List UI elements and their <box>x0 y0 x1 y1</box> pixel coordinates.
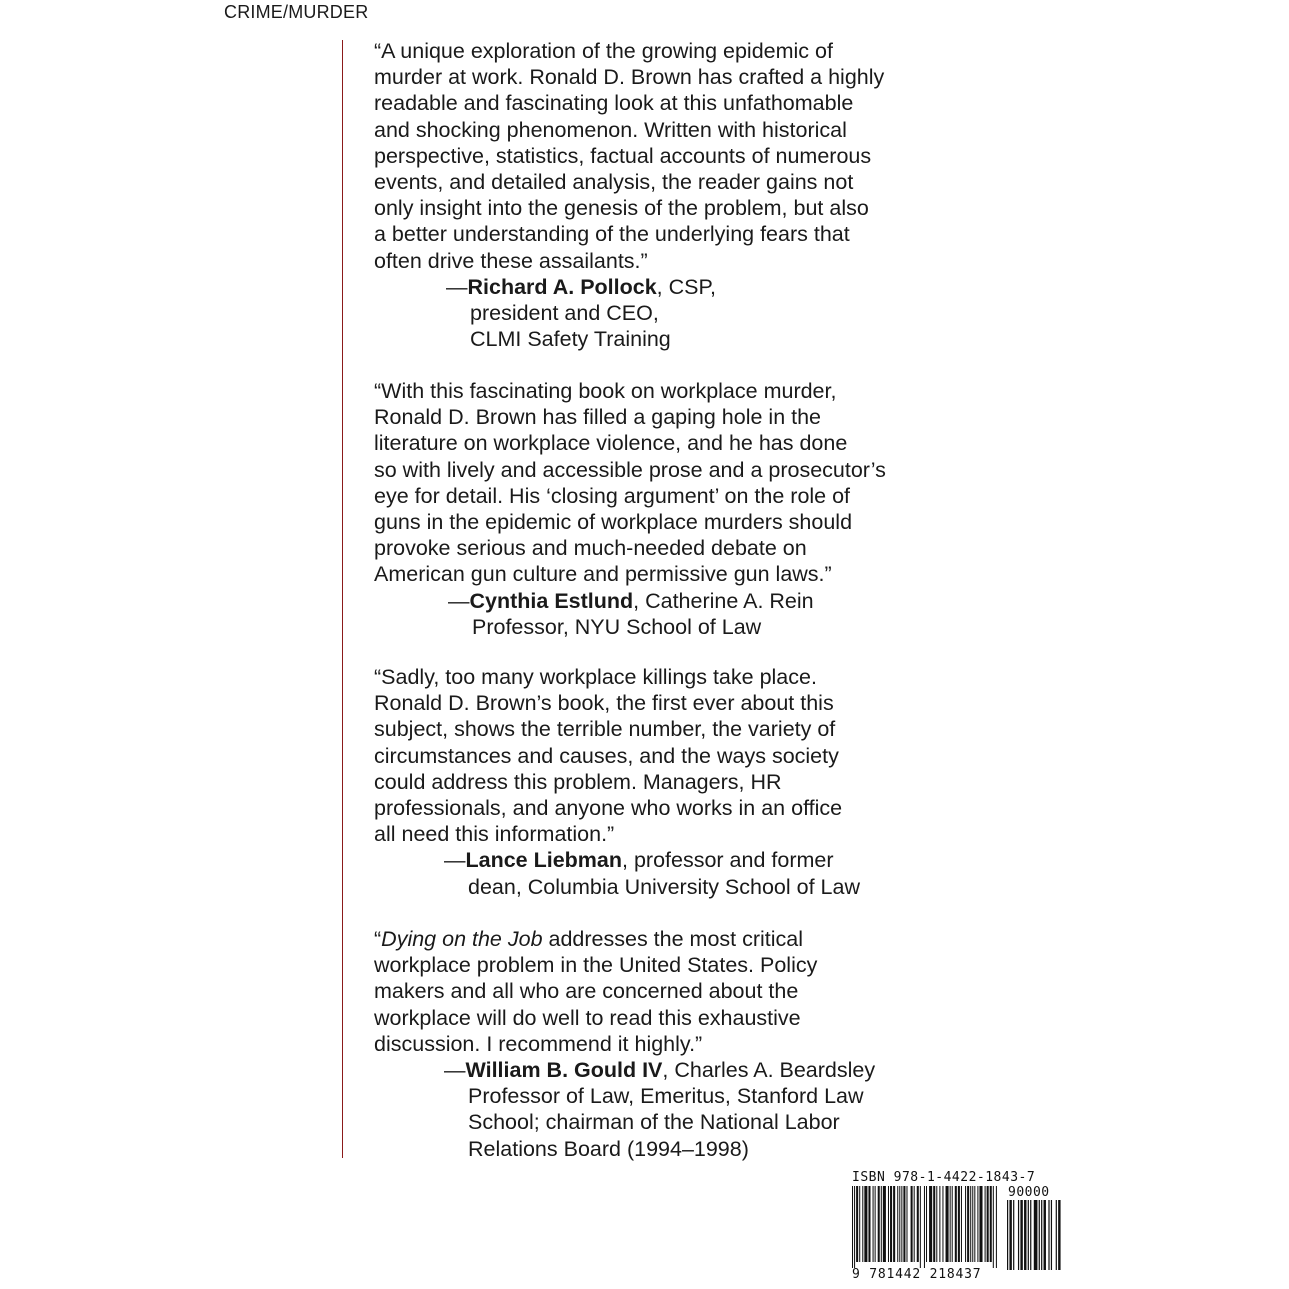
quote-line: so with lively and accessible prose and a prosecutor’s <box>374 457 886 482</box>
barcode-bar <box>926 1186 927 1262</box>
quote-open-mark: “ <box>374 927 382 951</box>
barcode-bar <box>946 1186 949 1262</box>
barcode-bar <box>901 1186 902 1262</box>
barcode-bar <box>924 1186 925 1268</box>
attribution-line: Professor of Law, Emeritus, Stanford Law <box>468 1084 864 1109</box>
book-title: Dying on the Job <box>381 927 543 951</box>
barcode-bar <box>899 1186 900 1262</box>
barcode-bar <box>856 1186 858 1262</box>
quote-line: murder at work. Ronald D. Brown has crafted a highly <box>374 65 885 90</box>
barcode-bar <box>906 1186 907 1262</box>
attribution-dash: — <box>444 848 466 873</box>
quote-first-line <box>374 926 934 952</box>
barcode-bar <box>936 1186 937 1262</box>
quote-line: workplace will do well to read this exhaustive <box>374 1005 801 1030</box>
attribution-first-line <box>444 847 934 873</box>
barcode-bar <box>985 1186 986 1262</box>
quote-line: “With this fascinating book on workplace murder, <box>374 379 837 403</box>
barcode-bar <box>979 1186 982 1262</box>
quote-line: professionals, and anyone who works in an office <box>374 796 843 821</box>
attribution-first-line <box>446 274 934 300</box>
quote-line: eye for detail. His ‘closing argument’ on the role of <box>374 483 851 508</box>
barcode-bar <box>977 1186 978 1262</box>
quote-line: makers and all who are concerned about the <box>374 979 799 1004</box>
quote-line: all need this information.” <box>374 822 615 847</box>
ean-barcode-bars <box>852 1186 1000 1268</box>
barcode-bar <box>955 1186 957 1262</box>
blurb-pollock <box>374 38 934 352</box>
attribution-name: Cynthia Estlund <box>469 588 634 613</box>
barcode-bar <box>1051 1200 1052 1270</box>
quote-text: addresses the most critical <box>542 927 804 951</box>
barcode-bar <box>1030 1200 1031 1270</box>
barcode-bar <box>1044 1200 1046 1270</box>
blurb-liebman <box>374 664 934 900</box>
blurb-quote <box>374 664 934 847</box>
addon-barcode-bars <box>1007 1200 1063 1270</box>
attribution-name: Richard A. Pollock <box>467 274 657 299</box>
attribution-title: , Catherine A. Rein <box>633 588 814 613</box>
quote-line: discussion. I recommend it highly.” <box>374 1031 703 1056</box>
attribution-line: School; chairman of the National Labor <box>468 1110 840 1135</box>
attribution-name: William B. Gould IV <box>465 1058 663 1083</box>
barcode-bar <box>914 1186 915 1262</box>
barcode-bar <box>993 1186 994 1268</box>
barcode-bar <box>911 1186 913 1262</box>
quote-line: often drive these assailants.” <box>374 248 648 273</box>
barcode-bar <box>1041 1200 1042 1270</box>
quote-line: readable and fascinating look at this unfathomable <box>374 91 854 116</box>
attribution-title: , CSP, <box>656 274 717 299</box>
attribution-first-line <box>444 1057 934 1083</box>
attribution-first-line <box>448 588 934 614</box>
barcode-bar <box>875 1186 876 1262</box>
quote-line: circumstances and causes, and the ways society <box>374 743 839 768</box>
attribution-line: Relations Board (1994–1998) <box>468 1136 749 1161</box>
quote-line: only insight into the genesis of the problem, but also <box>374 196 869 221</box>
blurb-gould <box>374 926 934 1162</box>
blurb-quote <box>374 38 934 274</box>
barcode-bar <box>883 1186 886 1262</box>
barcode-bar <box>961 1186 962 1262</box>
blurb-attribution <box>374 1057 934 1162</box>
barcode-bar <box>950 1186 951 1262</box>
quote-line: “Sadly, too many workplace killings take place. <box>374 665 817 689</box>
quote-line: guns in the epidemic of workplace murders should <box>374 510 853 535</box>
barcode-bar <box>970 1186 971 1262</box>
blurb-estlund <box>374 378 934 640</box>
barcode-bar <box>972 1186 973 1262</box>
barcode-bar <box>873 1186 874 1262</box>
barcode-bar <box>920 1186 921 1268</box>
quote-line: subject, shows the terrible number, the variety of <box>374 717 836 742</box>
barcode-bar <box>1024 1200 1026 1270</box>
attribution-line: Professor, NYU School of Law <box>472 614 762 639</box>
barcode-bar <box>881 1186 882 1262</box>
barcode-bar <box>939 1186 940 1262</box>
barcode-bar <box>864 1186 867 1262</box>
blurb-attribution <box>374 847 934 899</box>
attribution-name: Lance Liebman <box>465 848 623 873</box>
quote-line: perspective, statistics, factual accounts of numerous <box>374 143 872 168</box>
barcode-bar <box>859 1186 860 1262</box>
price-code: 90000 <box>1008 1185 1050 1200</box>
category-label: CRIME/MURDER <box>224 2 369 22</box>
barcode-bar <box>888 1186 889 1262</box>
barcode-digits: 9 781442 218437 <box>852 1267 982 1282</box>
blurb-quote <box>374 926 934 1057</box>
barcode-bar <box>893 1186 895 1262</box>
barcode-bar <box>854 1186 855 1268</box>
barcode-bar <box>1009 1200 1011 1270</box>
barcode-bar <box>990 1186 992 1262</box>
barcode-bar <box>862 1186 863 1262</box>
attribution-dash: — <box>448 588 470 613</box>
blurb-attribution <box>374 588 934 640</box>
quote-line: workplace problem in the United States. Policy <box>374 953 818 978</box>
barcode-bar <box>1007 1200 1008 1270</box>
barcode-bar <box>996 1186 997 1268</box>
barcode-bar <box>1018 1200 1019 1270</box>
barcode-bar <box>897 1186 898 1262</box>
barcode-bar <box>1028 1200 1029 1270</box>
attribution-line: president and CEO, <box>470 301 659 326</box>
quote-line: provoke serious and much-needed debate on <box>374 536 807 561</box>
barcode-bar <box>967 1186 969 1262</box>
quote-line: Ronald D. Brown’s book, the first ever about this <box>374 691 834 716</box>
blurb-quote <box>374 378 934 588</box>
barcode-bar <box>868 1186 870 1262</box>
barcode-bar <box>1013 1200 1014 1270</box>
quote-line: Ronald D. Brown has filled a gaping hole in the <box>374 405 822 430</box>
barcode-bar <box>933 1186 935 1262</box>
attribution-title: , professor and former <box>622 848 834 873</box>
barcode-bar <box>965 1186 966 1262</box>
barcode-bar <box>890 1186 892 1262</box>
barcode-bar <box>903 1186 905 1262</box>
barcode-bar <box>1056 1200 1057 1270</box>
barcode-bar <box>1058 1200 1060 1270</box>
quote-line: events, and detailed analysis, the reader gains not <box>374 170 854 195</box>
barcode-bar <box>1048 1200 1049 1270</box>
quote-line: could address this problem. Managers, HR <box>374 769 782 794</box>
attribution-dash: — <box>446 274 468 299</box>
blurb-attribution <box>350 274 934 353</box>
isbn-barcode <box>852 1170 1064 1282</box>
quote-line: “A unique exploration of the growing epidemic of <box>374 39 833 63</box>
barcode-bar <box>1039 1200 1040 1270</box>
barcode-bar <box>958 1186 960 1262</box>
attribution-dash: — <box>444 1058 466 1083</box>
barcode-bar <box>852 1186 853 1268</box>
red-vertical-rule <box>342 40 343 1158</box>
isbn-label: ISBN 978-1-4422-1843-7 <box>852 1170 1036 1185</box>
barcode-bar <box>987 1186 989 1262</box>
barcode-bar <box>929 1186 932 1262</box>
barcode-bar <box>952 1186 953 1262</box>
quote-line: and shocking phenomenon. Written with historical <box>374 117 847 142</box>
barcode-bar <box>1020 1200 1022 1270</box>
barcode-bar <box>974 1186 975 1262</box>
quote-line: literature on workplace violence, and he has done <box>374 431 848 456</box>
attribution-title: , Charles A. Beardsley <box>662 1058 876 1083</box>
barcode-bar <box>878 1186 880 1262</box>
quote-line: a better understanding of the underlying fears that <box>374 222 850 247</box>
barcode-bar <box>1034 1200 1038 1270</box>
attribution-line: CLMI Safety Training <box>470 327 671 352</box>
attribution-line: dean, Columbia University School of Law <box>468 874 860 899</box>
barcode-bar <box>917 1186 919 1262</box>
barcode-bar <box>942 1186 943 1262</box>
quote-line: American gun culture and permissive gun laws.” <box>374 562 832 587</box>
